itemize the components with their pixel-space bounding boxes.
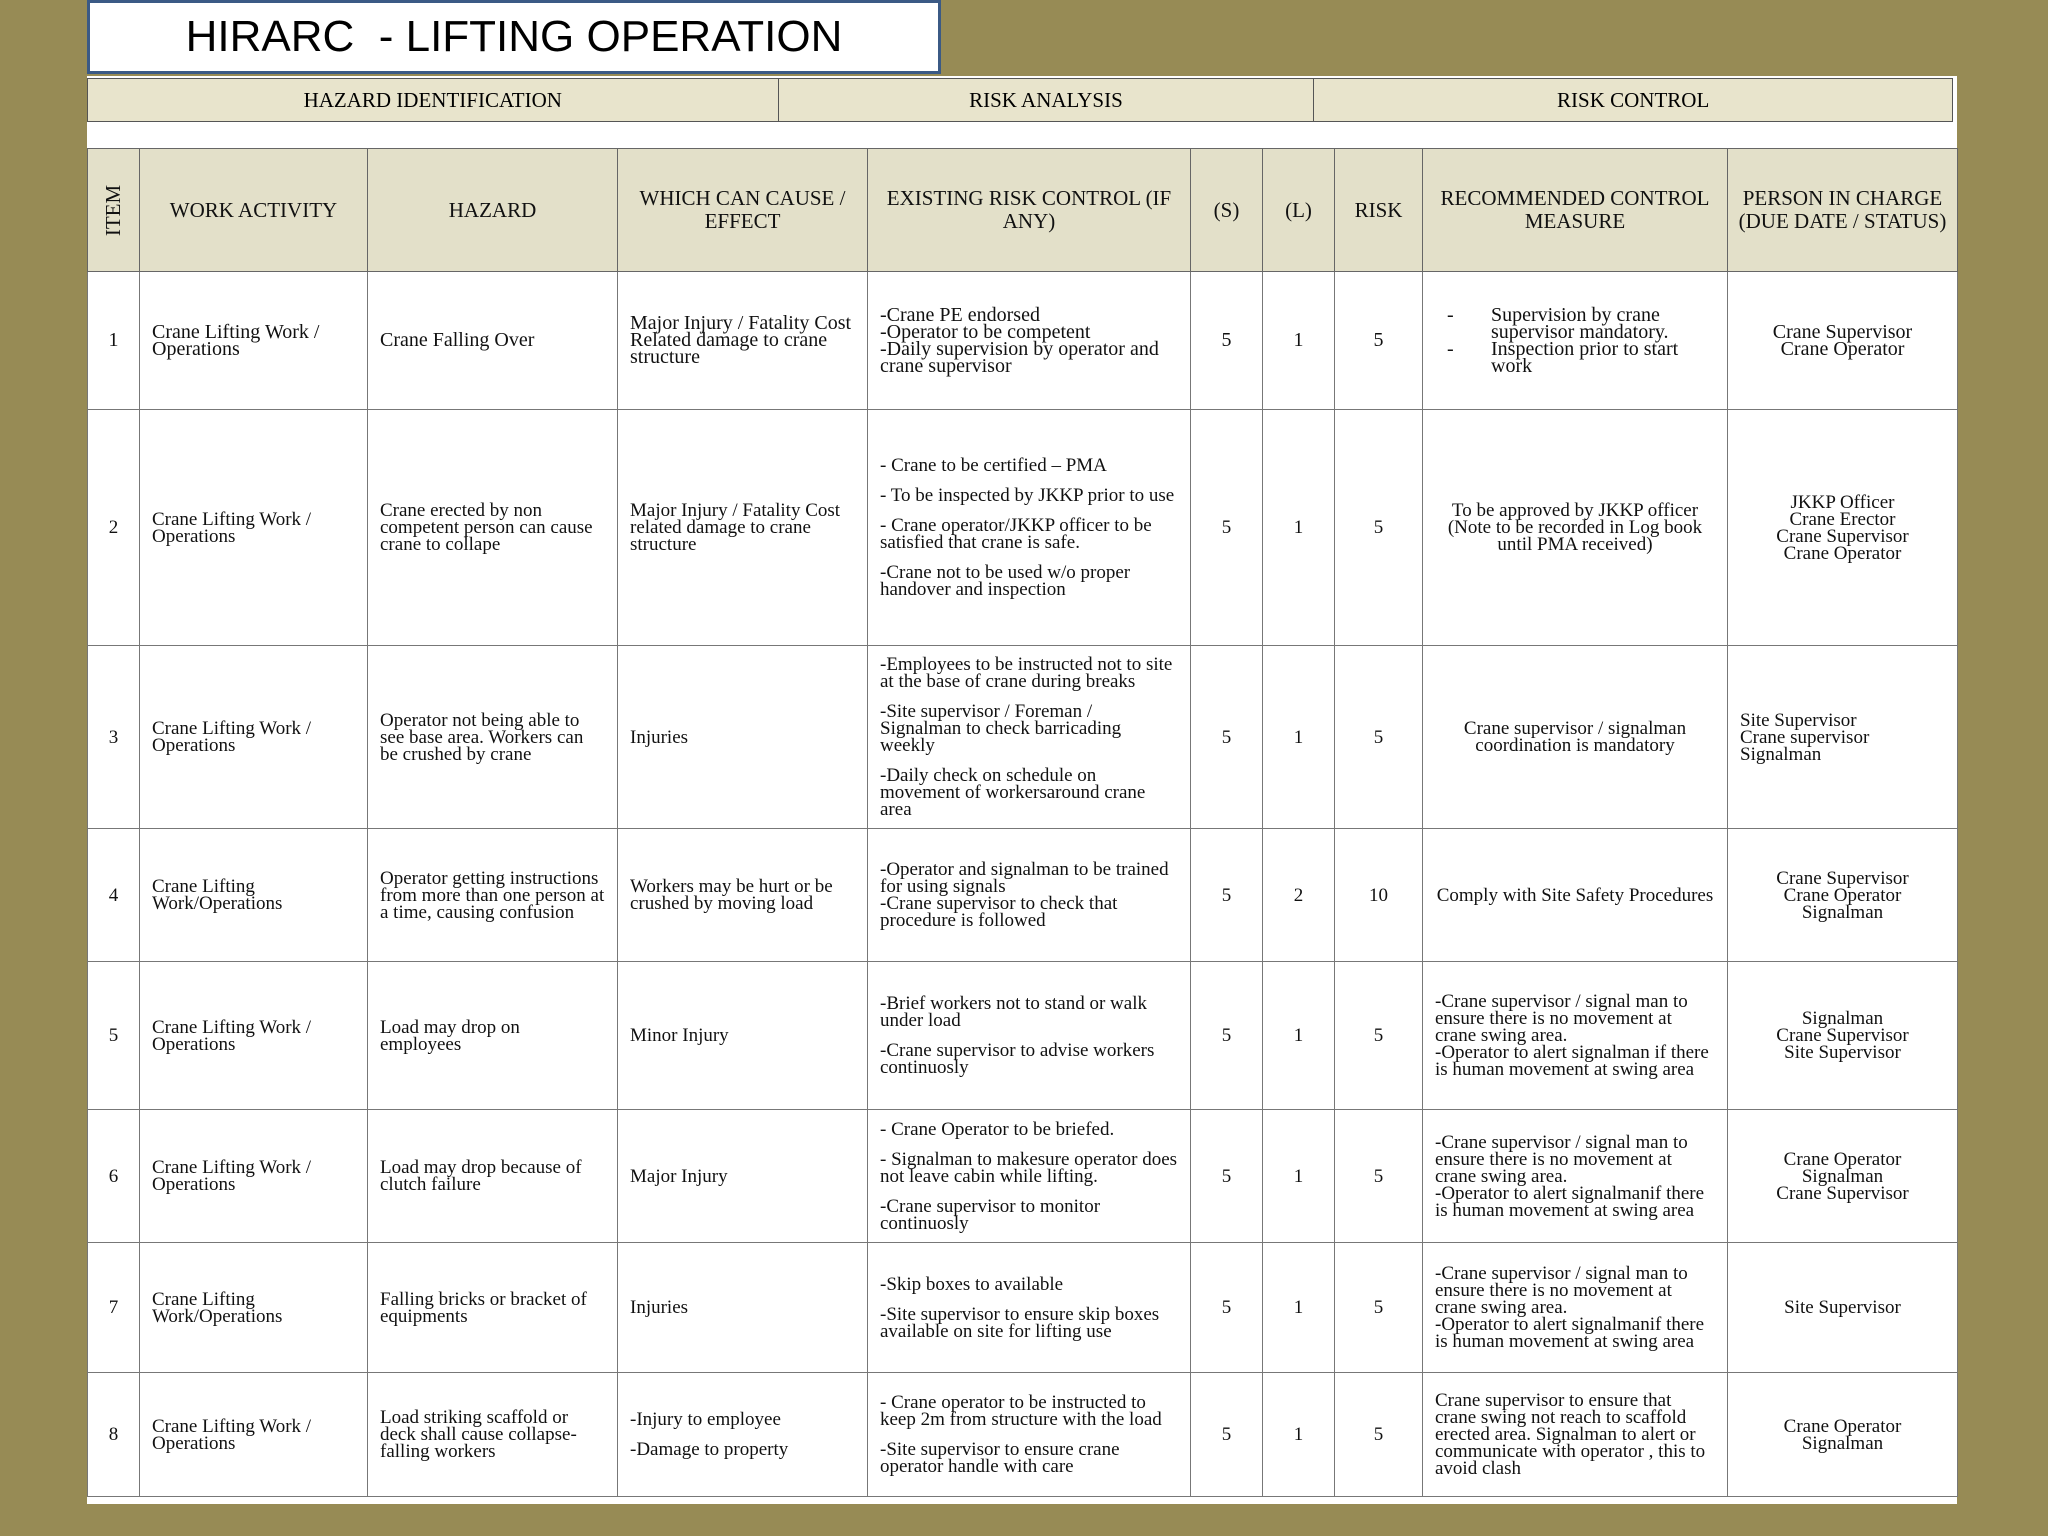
recommended-control: Crane supervisor to ensure that crane swing not reach to scaffold erected area. Signalman to alert or communicate with operator , this to avoid clash: [1423, 1373, 1728, 1497]
hazard: Load may drop on employees: [368, 962, 618, 1110]
work-activity: Crane Lifting Work / Operations: [140, 272, 368, 410]
effect: Injuries: [618, 1243, 868, 1373]
likelihood: 1: [1263, 410, 1335, 646]
item-number: 7: [88, 1243, 140, 1373]
recommended-control: -Crane supervisor / signal man to ensure there is no movement at crane swing area. -Operator to alert signalmanif there is human movement at swing area: [1423, 1110, 1728, 1243]
risk: 10: [1335, 829, 1423, 962]
existing-control: -Crane PE endorsed -Operator to be competent -Daily supervision by operator and crane supervisor: [868, 272, 1191, 410]
work-activity: Crane Lifting Work / Operations: [140, 410, 368, 646]
recommended-control: - Supervision by crane supervisor mandatory. - Inspection prior to start work: [1423, 272, 1728, 410]
table-row: [88, 962, 1958, 1110]
item-number: 4: [88, 829, 140, 962]
recommended-control: -Crane supervisor / signal man to ensure there is no movement at crane swing area. -Operator to alert signalmanif there is human movement at swing area: [1423, 1243, 1728, 1373]
recommended-control: Comply with Site Safety Procedures: [1423, 829, 1728, 962]
table-row: [88, 410, 1958, 646]
header-recommended: RECOMMENDED CONTROL MEASURE: [1423, 149, 1728, 272]
existing-control: - Crane operator to be instructed to keep 2m from structure with the load -Site supervisor to ensure crane operator handle with care: [868, 1373, 1191, 1497]
item-number: 8: [88, 1373, 140, 1497]
header-item: ITEM: [88, 149, 140, 272]
likelihood: 1: [1263, 1373, 1335, 1497]
header-work-activity: WORK ACTIVITY: [140, 149, 368, 272]
hazard: Operator getting instructions from more than one person at a time, causing confusion: [368, 829, 618, 962]
header-severity: (S): [1191, 149, 1263, 272]
person-in-charge: Site Supervisor Crane supervisor Signalman: [1728, 646, 1958, 829]
effect: Minor Injury: [618, 962, 868, 1110]
person-in-charge: Crane Supervisor Crane Operator Signalman: [1728, 829, 1958, 962]
existing-control: -Employees to be instructed not to site at the base of crane during breaks -Site supervisor / Foreman / Signalman to check barricading weekly -Daily check on schedule on movement of workersaround crane area: [868, 646, 1191, 829]
risk: 5: [1335, 962, 1423, 1110]
hirarc-table: [87, 148, 1958, 1497]
person-in-charge: Crane Supervisor Crane Operator: [1728, 272, 1958, 410]
existing-control: -Skip boxes to available -Site supervisor to ensure skip boxes available on site for lifting use: [868, 1243, 1191, 1373]
item-number: 2: [88, 410, 140, 646]
table-row: [88, 646, 1958, 829]
hirarc-sheet: [87, 76, 1957, 1504]
item-number: 1: [88, 272, 140, 410]
person-in-charge: Site Supervisor: [1728, 1243, 1958, 1373]
work-activity: Crane Lifting Work / Operations: [140, 1373, 368, 1497]
effect: Major Injury: [618, 1110, 868, 1243]
severity: 5: [1191, 410, 1263, 646]
section-hazard-identification: HAZARD IDENTIFICATION: [88, 79, 779, 121]
recommended-control: -Crane supervisor / signal man to ensure there is no movement at crane swing area. -Operator to alert signalman if there is human movement at swing area: [1423, 962, 1728, 1110]
table-row: [88, 272, 1958, 410]
header-effect: WHICH CAN CAUSE / EFFECT: [618, 149, 868, 272]
person-in-charge: Signalman Crane Supervisor Site Supervisor: [1728, 962, 1958, 1110]
effect: Workers may be hurt or be crushed by moving load: [618, 829, 868, 962]
header-existing-control: EXISTING RISK CONTROL (IF ANY): [868, 149, 1191, 272]
work-activity: Crane Lifting Work / Operations: [140, 962, 368, 1110]
likelihood: 1: [1263, 1110, 1335, 1243]
item-number: 6: [88, 1110, 140, 1243]
severity: 5: [1191, 1110, 1263, 1243]
header-risk: RISK: [1335, 149, 1423, 272]
recommended-control: To be approved by JKKP officer (Note to be recorded in Log book until PMA received): [1423, 410, 1728, 646]
person-in-charge: Crane Operator Signalman Crane Supervisor: [1728, 1110, 1958, 1243]
likelihood: 1: [1263, 1243, 1335, 1373]
hazard: Crane Falling Over: [368, 272, 618, 410]
effect: Major Injury / Fatality Cost Related damage to crane structure: [618, 272, 868, 410]
likelihood: 2: [1263, 829, 1335, 962]
hazard: Operator not being able to see base area. Workers can be crushed by crane: [368, 646, 618, 829]
section-risk-analysis: RISK ANALYSIS: [779, 79, 1315, 121]
section-header-bar: [87, 78, 1953, 122]
table-row: [88, 1110, 1958, 1243]
existing-control: -Brief workers not to stand or walk under load -Crane supervisor to advise workers continuosly: [868, 962, 1191, 1110]
item-number: 3: [88, 646, 140, 829]
header-hazard: HAZARD: [368, 149, 618, 272]
existing-control: -Operator and signalman to be trained for using signals -Crane supervisor to check that procedure is followed: [868, 829, 1191, 962]
table-row: [88, 829, 1958, 962]
severity: 5: [1191, 272, 1263, 410]
risk: 5: [1335, 1110, 1423, 1243]
header-person-in-charge: PERSON IN CHARGE (DUE DATE / STATUS): [1728, 149, 1958, 272]
effect: Major Injury / Fatality Cost related damage to crane structure: [618, 410, 868, 646]
effect: Injuries: [618, 646, 868, 829]
risk: 5: [1335, 646, 1423, 829]
header-likelihood: (L): [1263, 149, 1335, 272]
recommended-control: Crane supervisor / signalman coordination is mandatory: [1423, 646, 1728, 829]
severity: 5: [1191, 646, 1263, 829]
item-number: 5: [88, 962, 140, 1110]
person-in-charge: Crane Operator Signalman: [1728, 1373, 1958, 1497]
person-in-charge: JKKP Officer Crane Erector Crane Supervisor Crane Operator: [1728, 410, 1958, 646]
risk: 5: [1335, 272, 1423, 410]
hazard: Crane erected by non competent person can cause crane to collape: [368, 410, 618, 646]
existing-control: - Crane Operator to be briefed. - Signalman to makesure operator does not leave cabin while lifting. -Crane supervisor to monitor continuosly: [868, 1110, 1191, 1243]
effect: -Injury to employee -Damage to property: [618, 1373, 868, 1497]
likelihood: 1: [1263, 962, 1335, 1110]
likelihood: 1: [1263, 646, 1335, 829]
work-activity: Crane Lifting Work / Operations: [140, 646, 368, 829]
hazard: Falling bricks or bracket of equipments: [368, 1243, 618, 1373]
table-row: [88, 1243, 1958, 1373]
section-risk-control: RISK CONTROL: [1557, 87, 1710, 112]
work-activity: Crane Lifting Work/Operations: [140, 1243, 368, 1373]
risk: 5: [1335, 1243, 1423, 1373]
page-title: HIRARC - LIFTING OPERATION: [87, 0, 941, 74]
table-row: [88, 1373, 1958, 1497]
risk: 5: [1335, 1373, 1423, 1497]
work-activity: Crane Lifting Work/Operations: [140, 829, 368, 962]
severity: 5: [1191, 1373, 1263, 1497]
severity: 5: [1191, 1243, 1263, 1373]
likelihood: 1: [1263, 272, 1335, 410]
hazard: Load striking scaffold or deck shall cause collapse-falling workers: [368, 1373, 618, 1497]
existing-control: - Crane to be certified – PMA - To be inspected by JKKP prior to use - Crane operator/JKKP officer to be satisfied that crane is safe. -Crane not to be used w/o proper handover and inspection: [868, 410, 1191, 646]
column-header-row: [88, 149, 1958, 272]
work-activity: Crane Lifting Work / Operations: [140, 1110, 368, 1243]
severity: 5: [1191, 829, 1263, 962]
severity: 5: [1191, 962, 1263, 1110]
hazard: Load may drop because of clutch failure: [368, 1110, 618, 1243]
risk: 5: [1335, 410, 1423, 646]
